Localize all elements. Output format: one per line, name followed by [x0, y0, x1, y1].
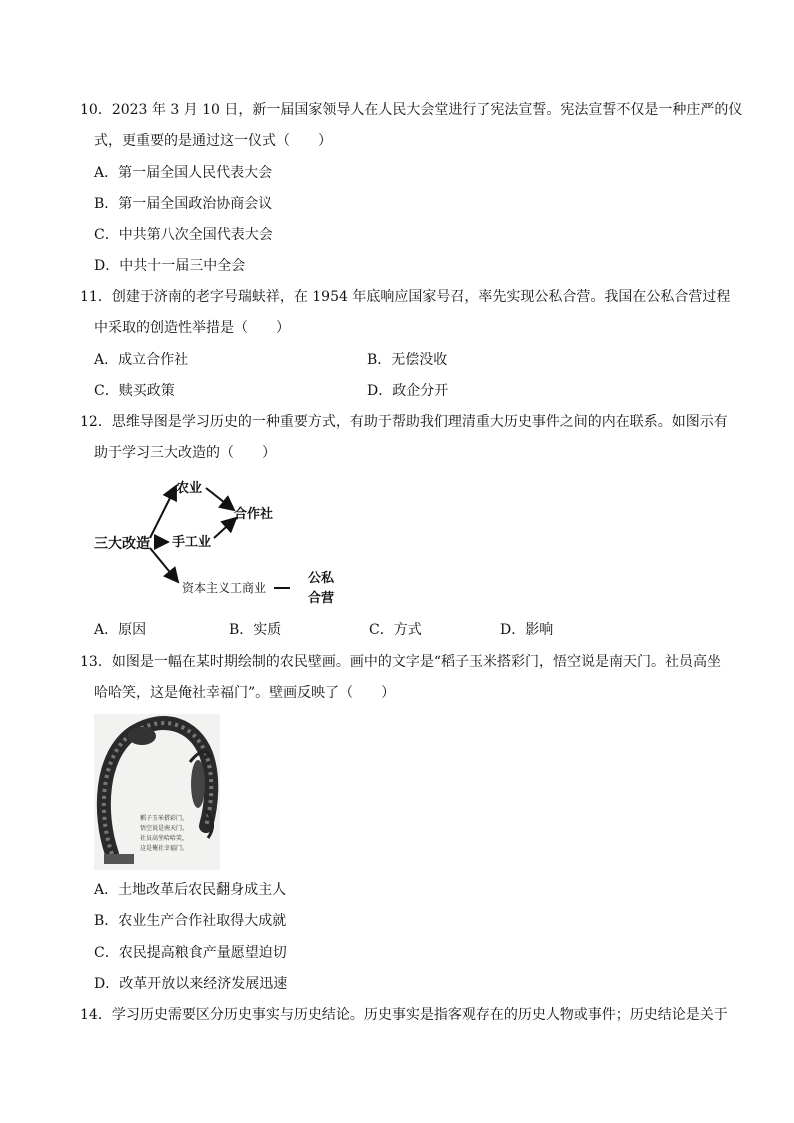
q13-option-c[interactable]: C．农民提高粮食产量愿望迫切: [94, 945, 287, 961]
mural-figures: [104, 854, 134, 864]
mind-map-cooperative: 合作社: [234, 507, 274, 522]
q10-stem-line2: 式，更重要的是通过这一仪式（ ）: [94, 133, 332, 149]
mind-map-joint-2: 合营: [308, 591, 335, 606]
q12-option-c[interactable]: C．方式: [369, 622, 422, 638]
mural-text-4: 这是俺社幸福门。: [140, 845, 189, 852]
q11-stem-line1: 11．创建于济南的老字号瑞蚨祥，在 1954 年底响应国家号召，率先实现公私合营。我国在公私合营过程: [80, 289, 731, 305]
mural-text-3: 社员高坐哈哈笑，: [140, 835, 189, 842]
q10-option-b[interactable]: B．第一届全国政治协商会议: [94, 196, 273, 212]
three-transformations-mind-map: [92, 476, 352, 610]
q12-option-d[interactable]: D．影响: [500, 622, 554, 638]
arrow-agriculture-to-coop: [206, 488, 234, 510]
mural-text-1: 稻子玉米搭彩门，: [140, 815, 189, 822]
q11-option-d[interactable]: D．政企分开: [367, 383, 449, 399]
q10-option-c[interactable]: C．中共第八次全国代表大会: [94, 227, 273, 243]
q11-stem-line2: 中采取的创造性举措是（ ）: [94, 320, 290, 336]
arrow-to-agriculture: [150, 486, 176, 538]
arrow-to-commerce: [150, 548, 178, 582]
q10-option-a[interactable]: A．第一届全国人民代表大会: [94, 165, 273, 181]
mind-map-root: 三大改造: [94, 536, 150, 552]
q11-option-b[interactable]: B．无偿没收: [367, 352, 448, 368]
q12-stem-line1: 12．思维导图是学习历史的一种重要方式，有助于帮助我们理清重大历史事件之间的内在联系。如图示有: [80, 414, 728, 430]
mind-map-agriculture: 农业: [176, 481, 203, 496]
corn-cob: [191, 760, 205, 808]
q14-stem-line1: 14．学习历史需要区分历史事实与历史结论。历史事实是指客观存在的历史人物或事件；历史结论是关于: [80, 1007, 728, 1023]
mind-map-commerce: 资本主义工商业: [182, 581, 267, 595]
q13-option-a[interactable]: A．土地改革后农民翻身成主人: [94, 882, 287, 898]
mural-text-2: 悟空说是南天门。: [140, 825, 189, 832]
q11-option-c[interactable]: C．赎买政策: [94, 383, 175, 399]
q13-option-b[interactable]: B．农业生产合作社取得大成就: [94, 913, 287, 929]
q10-stem-line1: 10．2023 年 3 月 10 日，新一届国家领导人在人民大会堂进行了宪法宣誓。宪法宣誓不仅是一种庄严的仪: [80, 102, 743, 118]
q11-option-a[interactable]: A．成立合作社: [94, 352, 189, 368]
q13-stem-line2: 哈哈笑，这是俺社幸福门”。壁画反映了（ ）: [94, 685, 396, 701]
grain-ear: [128, 727, 156, 745]
q13-stem-line1: 13．如图是一幅在某时期绘制的农民壁画。画中的文字是“稻子玉米搭彩门，悟空说是南天门。社员高坐: [80, 654, 721, 670]
q13-option-d[interactable]: D．改革开放以来经济发展迅速: [94, 976, 288, 992]
mind-map-joint-1: 公私: [308, 571, 335, 586]
q12-stem-line2: 助于学习三大改造的（ ）: [94, 445, 276, 461]
q12-option-a[interactable]: A．原因: [94, 622, 147, 638]
q10-option-d[interactable]: D．中共十一届三中全会: [94, 258, 246, 274]
arrow-handicraft-to-coop: [214, 518, 236, 538]
q12-option-b[interactable]: B．实质: [229, 622, 282, 638]
mind-map-handicraft: 手工业: [172, 535, 212, 550]
farmer-mural-image: [94, 714, 220, 870]
